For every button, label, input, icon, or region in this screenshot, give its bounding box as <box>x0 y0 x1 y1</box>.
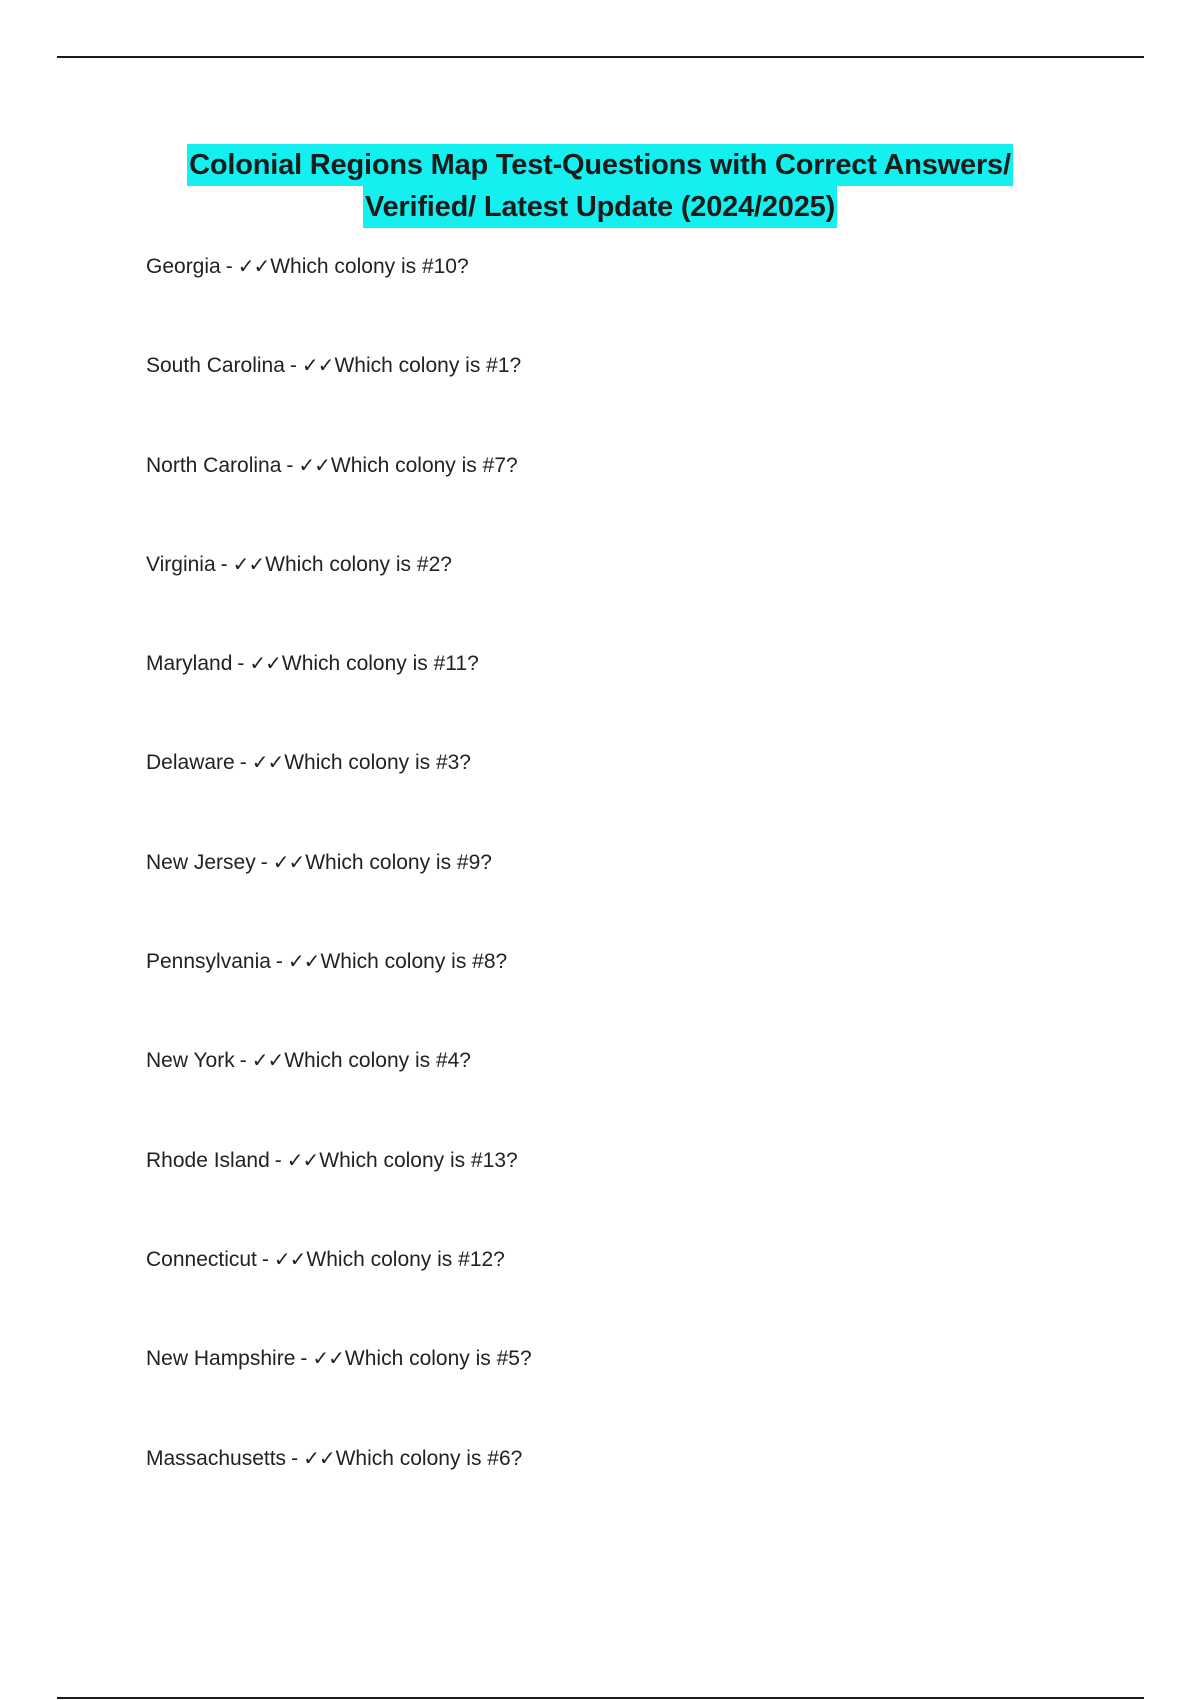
double-check-icon: ✓✓ <box>312 1346 344 1371</box>
double-check-icon: ✓✓ <box>237 254 270 278</box>
qa-item <box>146 1438 532 1537</box>
qa-item <box>146 1140 532 1239</box>
answer-text: Pennsylvania <box>146 950 271 974</box>
question-text: Which colony is #4? <box>284 1049 471 1073</box>
qa-item <box>146 1338 532 1437</box>
double-check-icon: ✓✓ <box>286 1147 319 1172</box>
question-text: Which colony is #7? <box>330 453 518 477</box>
bottom-rule <box>57 1697 1144 1699</box>
separator: - <box>261 1247 269 1271</box>
double-check-icon: ✓✓ <box>301 353 334 378</box>
qa-item <box>146 742 532 841</box>
double-check-icon: ✓✓ <box>251 750 284 775</box>
answer-text: Virginia <box>146 552 216 576</box>
answer-text: Georgia <box>146 255 221 278</box>
double-check-icon: ✓✓ <box>272 849 305 874</box>
double-check-icon: ✓✓ <box>232 551 265 576</box>
double-check-icon: ✓✓ <box>249 651 281 676</box>
qa-item <box>146 1239 532 1338</box>
qa-item <box>146 842 532 941</box>
question-text: Which colony is #2? <box>265 552 452 576</box>
qa-item <box>146 941 532 1040</box>
double-check-icon: ✓✓ <box>273 1246 306 1271</box>
question-text: Which colony is #5? <box>344 1347 532 1371</box>
double-check-icon: ✓✓ <box>298 452 330 477</box>
separator: - <box>260 850 268 874</box>
qa-item <box>146 643 532 742</box>
answer-text: New Hampshire <box>146 1347 296 1371</box>
separator: - <box>239 1049 247 1073</box>
answer-text: Maryland <box>146 652 233 676</box>
double-check-icon: ✓✓ <box>287 949 320 974</box>
qa-item <box>146 1040 532 1139</box>
separator: - <box>275 950 283 974</box>
answer-text: North Carolina <box>146 453 282 477</box>
document-title <box>0 144 1200 228</box>
separator: - <box>286 453 294 477</box>
question-text: Which colony is #10? <box>270 255 469 278</box>
answer-text: Delaware <box>146 751 235 775</box>
answer-text: South Carolina <box>146 354 285 378</box>
qa-item <box>146 544 532 643</box>
question-text: Which colony is #1? <box>334 354 522 378</box>
question-text: Which colony is #8? <box>320 950 508 974</box>
answer-text: New Jersey <box>146 850 256 874</box>
qa-list <box>146 246 532 1537</box>
qa-item <box>146 246 532 345</box>
question-text: Which colony is #11? <box>281 652 479 676</box>
question-text: Which colony is #12? <box>306 1247 505 1271</box>
question-text: Which colony is #9? <box>305 850 492 874</box>
separator: - <box>225 255 233 278</box>
answer-text: Connecticut <box>146 1247 257 1271</box>
separator: - <box>239 751 247 775</box>
separator: - <box>291 1446 299 1470</box>
question-text: Which colony is #3? <box>284 751 471 775</box>
question-text: Which colony is #6? <box>335 1446 523 1470</box>
double-check-icon: ✓✓ <box>303 1445 335 1470</box>
qa-item <box>146 445 532 544</box>
separator: - <box>220 552 228 576</box>
answer-text: Massachusetts <box>146 1446 287 1470</box>
separator: - <box>289 354 297 378</box>
double-check-icon: ✓✓ <box>251 1048 284 1073</box>
separator: - <box>300 1347 308 1371</box>
answer-text: Rhode Island <box>146 1148 270 1172</box>
title-line-1: Colonial Regions Map Test-Questions with Correct Answers/ <box>187 144 1013 186</box>
title-line-2: Verified/ Latest Update (2024/2025) <box>363 186 837 228</box>
question-text: Which colony is #13? <box>319 1148 518 1172</box>
answer-text: New York <box>146 1049 235 1073</box>
separator: - <box>274 1148 282 1172</box>
separator: - <box>237 652 245 676</box>
qa-item <box>146 345 532 444</box>
top-rule <box>57 56 1144 58</box>
